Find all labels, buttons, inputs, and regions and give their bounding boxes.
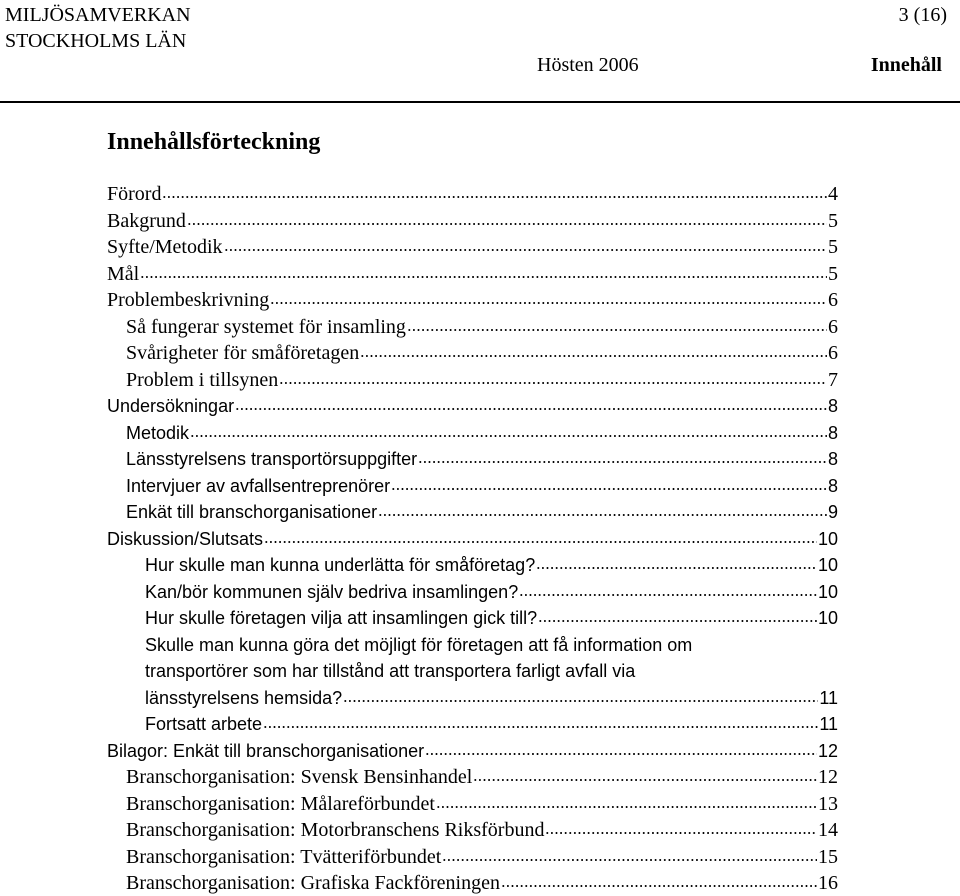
toc-entry-title: Branschorganisation: Motorbranschens Riksförbund xyxy=(126,819,545,841)
toc-entry[interactable] xyxy=(126,314,838,340)
toc-entry[interactable] xyxy=(126,764,838,790)
toc-entry-title: Branschorganisation: Grafiska Fackföreningen xyxy=(126,872,500,894)
toc-entry-page: 11 xyxy=(819,688,838,708)
toc-entry-title: Mål xyxy=(107,263,140,285)
toc-leader xyxy=(140,266,827,280)
toc-entry[interactable] xyxy=(145,605,838,631)
toc-entry-title: Branschorganisation: Tvätteriförbundet xyxy=(126,846,442,868)
toc-entry-title: Branschorganisation: Svensk Bensinhandel xyxy=(126,766,473,788)
toc-leader xyxy=(407,319,827,333)
toc-entry-page: 8 xyxy=(827,423,838,443)
toc-entry-title: Förord xyxy=(107,183,162,205)
toc-leader xyxy=(378,504,827,518)
toc-entry-page: 6 xyxy=(828,289,838,311)
toc-leader xyxy=(501,875,817,889)
toc-entry[interactable] xyxy=(145,685,838,711)
toc-entry-page: 11 xyxy=(819,714,838,734)
toc-entry-title: Enkät till branschorganisationer xyxy=(126,502,378,522)
toc-entry-page: 5 xyxy=(828,210,838,232)
toc-entry[interactable] xyxy=(145,711,838,737)
toc-entry[interactable] xyxy=(107,287,838,313)
toc-entry-title: Bakgrund xyxy=(107,210,186,232)
toc-leader xyxy=(190,425,827,439)
toc-entry[interactable] xyxy=(107,393,838,419)
toc-entry[interactable] xyxy=(145,579,838,605)
toc-entry-page: 10 xyxy=(817,555,838,575)
toc-entry[interactable] xyxy=(126,446,838,472)
toc-entry[interactable] xyxy=(126,340,838,366)
toc-entry-title: Diskussion/Slutsats xyxy=(107,529,264,549)
toc-entry[interactable] xyxy=(126,870,838,896)
toc-entry[interactable] xyxy=(107,234,838,260)
toc-entry[interactable] xyxy=(107,208,838,234)
toc-entry[interactable] xyxy=(107,181,838,207)
toc-leader xyxy=(442,849,817,863)
toc-leader xyxy=(235,398,827,412)
toc-entry-title: Svårigheter för småföretagen xyxy=(126,342,360,364)
toc-entry[interactable] xyxy=(126,791,838,817)
toc-leader xyxy=(391,478,827,492)
organization-region: STOCKHOLMS LÄN xyxy=(5,30,187,52)
toc-entry-page: 8 xyxy=(827,396,838,416)
toc-entry-title: Metodik xyxy=(126,423,190,443)
toc-leader xyxy=(264,531,817,545)
toc-entry-title: Fortsatt arbete xyxy=(145,714,263,734)
header-divider xyxy=(0,101,960,103)
toc-entry[interactable] xyxy=(126,499,838,525)
toc-entry-page: 8 xyxy=(827,476,838,496)
toc-leader xyxy=(360,345,827,359)
toc-entry-page: 12 xyxy=(818,766,838,788)
toc-entry[interactable] xyxy=(126,817,838,843)
page-title: Innehållsförteckning xyxy=(107,129,321,155)
toc-entry-title: Kan/bör kommunen själv bedriva insamlingen? xyxy=(145,582,519,602)
toc-entry-page: 7 xyxy=(828,369,838,391)
toc-entry-continuation[interactable]: transportörer som har tillstånd att transportera farligt avfall via xyxy=(145,661,636,681)
organization-name: MILJÖSAMVERKAN xyxy=(5,4,191,26)
toc-entry-title: Så fungerar systemet för insamling xyxy=(126,316,406,338)
toc-leader xyxy=(418,451,827,465)
header-term: Hösten 2006 xyxy=(537,54,639,76)
toc-entry[interactable] xyxy=(107,738,838,764)
toc-leader xyxy=(187,213,827,227)
toc-entry-page: 10 xyxy=(817,608,838,628)
page-number: 3 (16) xyxy=(898,4,947,26)
toc-entry-title: Problembeskrivning xyxy=(107,289,270,311)
toc-entry[interactable] xyxy=(126,844,838,870)
toc-entry-title: Länsstyrelsens transportörsuppgifter xyxy=(126,449,418,469)
toc-leader xyxy=(279,372,827,386)
toc-entry-page: 12 xyxy=(817,741,838,761)
toc-leader xyxy=(263,716,818,730)
toc-entry-page: 10 xyxy=(817,529,838,549)
toc-entry-title: Branschorganisation: Målareförbundet xyxy=(126,793,435,815)
toc-entry-page: 15 xyxy=(818,846,838,868)
toc-entry[interactable] xyxy=(107,261,838,287)
toc-leader xyxy=(519,584,817,598)
toc-entry-page: 5 xyxy=(828,236,838,258)
toc-leader xyxy=(538,610,817,624)
toc-entry-page: 4 xyxy=(828,183,838,205)
toc-entry-page: 6 xyxy=(828,342,838,364)
toc-leader xyxy=(270,292,827,306)
toc-entry-page: 10 xyxy=(817,582,838,602)
toc-entry-page: 9 xyxy=(827,502,838,522)
toc-entry-title: Hur skulle man kunna underlätta för småföretag? xyxy=(145,555,536,575)
toc-entry-title: länsstyrelsens hemsida? xyxy=(145,688,343,708)
toc-entry-page: 8 xyxy=(827,449,838,469)
toc-entry-page: 13 xyxy=(818,793,838,815)
toc-leader xyxy=(436,796,817,810)
toc-entry-page: 14 xyxy=(818,819,838,841)
toc-entry[interactable] xyxy=(126,420,838,446)
toc-entry-title: Problem i tillsynen xyxy=(126,369,279,391)
toc-entry-continuation[interactable]: Skulle man kunna göra det möjligt för företagen att få information om xyxy=(145,635,693,655)
toc-entry-page: 6 xyxy=(828,316,838,338)
toc-leader xyxy=(343,690,818,704)
toc-entry-title: Hur skulle företagen vilja att insamlingen gick till? xyxy=(145,608,538,628)
toc-entry-page: 16 xyxy=(818,872,838,894)
toc-leader xyxy=(162,186,827,200)
header-section: Innehåll xyxy=(870,54,942,76)
toc-entry[interactable] xyxy=(126,473,838,499)
toc-entry[interactable] xyxy=(107,526,838,552)
toc-leader xyxy=(545,822,817,836)
toc-leader xyxy=(425,743,817,757)
toc-entry[interactable] xyxy=(126,367,838,393)
toc-leader xyxy=(473,769,817,783)
toc-entry-page: 5 xyxy=(828,263,838,285)
page-header xyxy=(0,0,960,104)
toc-entry-title: Syfte/Metodik xyxy=(107,236,223,258)
toc-entry-title: Undersökningar xyxy=(107,396,235,416)
toc-leader xyxy=(536,557,817,571)
toc-entry-title: Bilagor: Enkät till branschorganisationer xyxy=(107,741,425,761)
toc-leader xyxy=(224,239,827,253)
toc-entry[interactable] xyxy=(145,552,838,578)
toc-entry-title: Intervjuer av avfallsentreprenörer xyxy=(126,476,391,496)
